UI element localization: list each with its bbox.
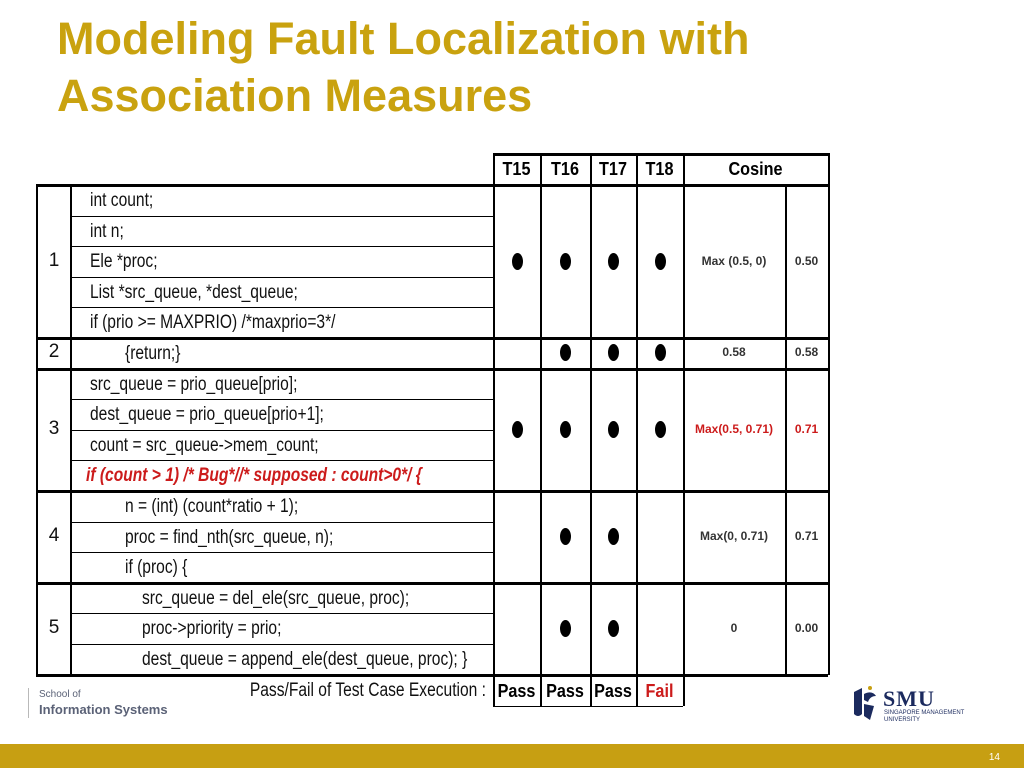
table-rule <box>70 460 493 461</box>
code-line: count = src_queue->mem_count; <box>90 434 319 456</box>
result-18: Fail <box>645 680 674 701</box>
column-header-t16: T16 <box>551 159 579 179</box>
coverage-dot-t18 <box>655 421 666 438</box>
cosine-value: 0.50 <box>794 253 819 268</box>
code-line: dest_queue = prio_queue[prio+1]; <box>90 404 324 426</box>
coverage-dot-t17 <box>608 421 619 438</box>
code-line: if (prio >= MAXPRIO) /*maxprio=3*/ <box>90 312 336 334</box>
table-rule <box>636 185 638 675</box>
code-line: proc = find_nth(src_queue, n); <box>125 526 334 548</box>
table-rule <box>36 582 828 585</box>
smu-logo <box>850 684 980 726</box>
pass-fail-label: Pass/Fail of Test Case Execution : <box>249 679 486 701</box>
cosine-value: 0.71 <box>794 528 819 543</box>
code-line: {return;} <box>125 343 181 364</box>
table-rule <box>70 277 493 278</box>
table-rule <box>70 307 493 308</box>
table-rule <box>70 216 493 217</box>
column-header-t15: T15 <box>502 159 531 179</box>
coverage-dot-t18 <box>655 344 666 361</box>
cosine-expression: Max(0, 0.71) <box>699 528 769 543</box>
code-line: List *src_queue, *dest_queue; <box>90 281 298 303</box>
code-line: Ele *proc; <box>90 251 158 273</box>
table-rule <box>70 613 493 614</box>
code-line: n = (int) (count*ratio + 1); <box>125 496 299 517</box>
table-rule <box>70 246 493 247</box>
smu-crest-icon <box>850 684 878 724</box>
table-rule <box>828 185 830 675</box>
code-line: int count; <box>90 190 154 211</box>
column-header-t18: T18 <box>645 159 674 179</box>
coverage-dot-t17 <box>608 528 619 545</box>
code-line: proc->priority = prio; <box>142 618 282 640</box>
group-number: 1 <box>48 249 60 271</box>
coverage-dot-t16 <box>560 528 571 545</box>
table-rule <box>493 153 828 156</box>
group-number: 2 <box>48 341 60 363</box>
table-rule <box>70 552 493 553</box>
logo-subtext: SINGAPORE MANAGEMENT UNIVERSITY <box>884 710 965 723</box>
table-rule <box>493 185 495 675</box>
table-rule <box>70 522 493 523</box>
table-rule <box>36 337 828 340</box>
cosine-expression: 0.58 <box>722 345 746 360</box>
coverage-dot-t17 <box>608 253 619 270</box>
column-header-cosine: Cosine <box>728 159 783 179</box>
title-line-1: Modeling Fault Localization with <box>57 13 750 64</box>
coverage-dot-t15 <box>512 253 523 270</box>
cosine-expression: Max (0.5, 0) <box>701 253 767 268</box>
coverage-dot-t17 <box>608 344 619 361</box>
page-number: 14 <box>988 752 1000 763</box>
table-rule <box>683 153 685 185</box>
logo-text: SMU <box>883 686 935 711</box>
table-rule <box>493 706 683 707</box>
table-rule <box>683 675 685 706</box>
group-number: 3 <box>48 417 60 439</box>
result-15: Pass <box>497 680 536 701</box>
coverage-dot-t16 <box>560 620 571 637</box>
footer-bar <box>0 744 1024 768</box>
code-line: src_queue = prio_queue[prio]; <box>90 373 298 395</box>
result-17: Pass <box>594 680 632 701</box>
school-line-2: Information Systems <box>39 702 168 717</box>
result-16: Pass <box>546 680 584 701</box>
title-line-2: Association Measures <box>57 70 533 121</box>
table-rule <box>70 644 493 645</box>
group-number: 5 <box>48 616 60 638</box>
column-header-t17: T17 <box>599 159 627 179</box>
coverage-dot-t16 <box>560 253 571 270</box>
cosine-expression: 0 <box>730 620 738 635</box>
school-label <box>28 688 168 718</box>
code-line: int n; <box>90 220 124 242</box>
table-rule <box>36 490 828 493</box>
code-line: dest_queue = append_ele(dest_queue, proc); } <box>142 649 468 670</box>
table-rule <box>590 185 592 675</box>
cosine-expression: Max(0.5, 0.71) <box>694 421 774 436</box>
cosine-value: 0.58 <box>794 345 819 360</box>
coverage-dot-t16 <box>560 421 571 438</box>
table-rule <box>828 153 830 185</box>
coverage-dot-t15 <box>512 421 523 438</box>
bug-code-line: if (count > 1) /* Bug*//* supposed : count>0*/ { <box>86 465 422 487</box>
coverage-dot-t18 <box>655 253 666 270</box>
table-rule <box>36 184 828 187</box>
coverage-dot-t17 <box>608 620 619 637</box>
code-line: if (proc) { <box>125 557 188 579</box>
table-rule <box>70 399 493 400</box>
coverage-dot-t16 <box>560 344 571 361</box>
code-line: src_queue = del_ele(src_queue, proc); <box>142 587 410 609</box>
table-rule <box>36 674 828 677</box>
table-rule <box>70 430 493 431</box>
group-number: 4 <box>48 524 60 546</box>
table-rule <box>36 368 828 371</box>
school-line-1: School of <box>39 689 81 700</box>
cosine-value: 0.71 <box>794 421 819 436</box>
cosine-value: 0.00 <box>794 620 819 635</box>
table-rule <box>540 185 542 675</box>
